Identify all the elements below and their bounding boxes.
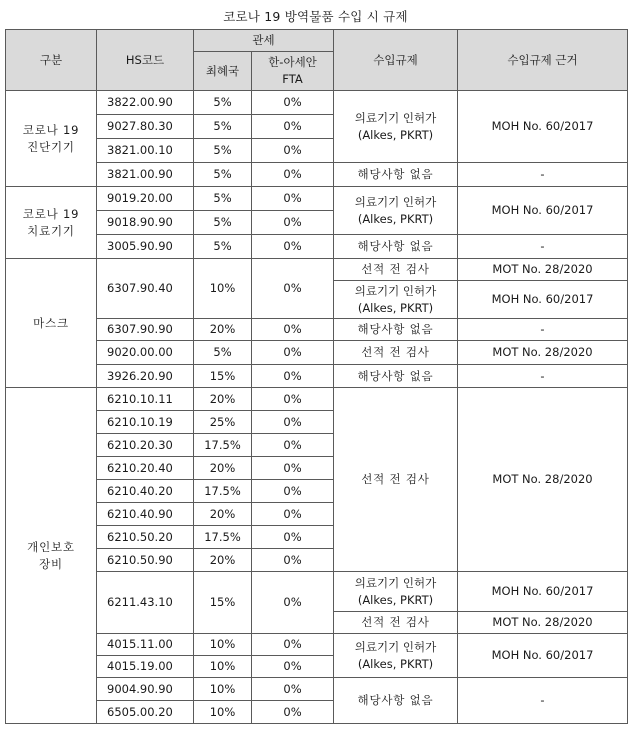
basis-cell: - xyxy=(458,319,628,341)
category-treatment xyxy=(6,187,97,259)
header-fta-line1: 한-아세안 xyxy=(268,55,317,69)
hs-code-cell: 6210.40.90 xyxy=(97,503,194,526)
hs-code-cell: 4015.11.00 xyxy=(97,634,194,656)
basis-cell: MOT No. 28/2020 xyxy=(458,388,628,572)
hs-code-cell: 6505.00.20 xyxy=(97,701,194,724)
regulation-line: (Alkes, PKRT) xyxy=(357,656,434,671)
regulation-cell xyxy=(334,281,458,319)
regulation-line: (Alkes, PKRT) xyxy=(357,211,434,226)
hs-code-cell: 9018.90.90 xyxy=(97,211,194,235)
hs-code-cell: 6210.20.40 xyxy=(97,457,194,480)
category-line: 코로나 19 xyxy=(22,122,80,137)
regulation-line: 의료기기 인허가 xyxy=(354,575,437,590)
regulation-cell: 해당사항 없음 xyxy=(334,365,458,388)
hs-code-cell: 6210.50.90 xyxy=(97,549,194,572)
regulation-line: (Alkes, PKRT) xyxy=(357,592,434,607)
mfn-cell: 25% xyxy=(194,411,252,434)
mfn-cell: 20% xyxy=(194,503,252,526)
fta-cell: 0% xyxy=(252,634,334,656)
category-ppe xyxy=(6,388,97,724)
regulation-cell: 선적 전 검사 xyxy=(334,388,458,572)
hs-code-cell: 9004.90.90 xyxy=(97,678,194,701)
hs-code-cell: 3821.00.10 xyxy=(97,139,194,163)
regulation-line: (Alkes, PKRT) xyxy=(357,300,434,315)
regulation-cell xyxy=(334,572,458,612)
header-fta xyxy=(252,52,334,91)
fta-cell: 0% xyxy=(252,656,334,678)
mfn-cell: 17.5% xyxy=(194,434,252,457)
regulation-cell: 해당사항 없음 xyxy=(334,235,458,259)
header-fta-line2: FTA xyxy=(282,72,303,86)
fta-cell: 0% xyxy=(252,235,334,259)
hs-code-cell: 9027.80.30 xyxy=(97,115,194,139)
hs-code-cell: 3926.20.90 xyxy=(97,365,194,388)
hs-code-cell: 6307.90.40 xyxy=(97,259,194,319)
mfn-cell: 20% xyxy=(194,319,252,341)
category-line: 코로나 19 xyxy=(22,206,80,221)
mfn-cell: 5% xyxy=(194,91,252,115)
mfn-cell: 10% xyxy=(194,701,252,724)
fta-cell: 0% xyxy=(252,163,334,187)
hs-code-cell: 3005.90.90 xyxy=(97,235,194,259)
regulation-line: 의료기기 인허가 xyxy=(354,110,437,125)
header-mfn: 최혜국 xyxy=(194,52,252,91)
category-line: 개인보호 xyxy=(27,539,75,554)
hs-code-cell: 6307.90.90 xyxy=(97,319,194,341)
regulation-cell: 해당사항 없음 xyxy=(334,678,458,724)
hs-code-cell: 4015.19.00 xyxy=(97,656,194,678)
hs-code-cell: 6211.43.10 xyxy=(97,572,194,634)
mfn-cell: 10% xyxy=(194,678,252,701)
basis-cell: MOH No. 60/2017 xyxy=(458,634,628,678)
fta-cell: 0% xyxy=(252,434,334,457)
regulation-cell: 선적 전 검사 xyxy=(334,341,458,365)
basis-cell: MOH No. 60/2017 xyxy=(458,281,628,319)
basis-cell: - xyxy=(458,235,628,259)
hs-code-cell: 3822.00.90 xyxy=(97,91,194,115)
hs-code-cell: 6210.40.20 xyxy=(97,480,194,503)
mfn-cell: 5% xyxy=(194,211,252,235)
fta-cell: 0% xyxy=(252,187,334,211)
basis-cell: MOT No. 28/2020 xyxy=(458,341,628,365)
header-category: 구분 xyxy=(6,30,97,91)
mfn-cell: 10% xyxy=(194,634,252,656)
mfn-cell: 17.5% xyxy=(194,480,252,503)
mfn-cell: 17.5% xyxy=(194,526,252,549)
hs-code-cell: 6210.50.20 xyxy=(97,526,194,549)
fta-cell: 0% xyxy=(252,526,334,549)
mfn-cell: 15% xyxy=(194,572,252,634)
basis-cell: - xyxy=(458,678,628,724)
mfn-cell: 5% xyxy=(194,115,252,139)
fta-cell: 0% xyxy=(252,701,334,724)
fta-cell: 0% xyxy=(252,115,334,139)
fta-cell: 0% xyxy=(252,480,334,503)
basis-cell: - xyxy=(458,163,628,187)
regulation-line: 의료기기 인허가 xyxy=(354,283,437,298)
header-basis: 수입규제 근거 xyxy=(458,30,628,91)
hs-code-cell: 6210.10.11 xyxy=(97,388,194,411)
fta-cell: 0% xyxy=(252,388,334,411)
regulation-cell: 해당사항 없음 xyxy=(334,163,458,187)
hs-code-cell: 6210.20.30 xyxy=(97,434,194,457)
basis-cell: MOT No. 28/2020 xyxy=(458,612,628,634)
regulation-cell xyxy=(334,91,458,163)
basis-cell: MOH No. 60/2017 xyxy=(458,91,628,163)
fta-cell: 0% xyxy=(252,411,334,434)
fta-cell: 0% xyxy=(252,678,334,701)
fta-cell: 0% xyxy=(252,572,334,634)
regulation-line: (Alkes, PKRT) xyxy=(357,127,434,142)
mfn-cell: 5% xyxy=(194,341,252,365)
header-regulation: 수입규제 xyxy=(334,30,458,91)
basis-cell: MOT No. 28/2020 xyxy=(458,259,628,281)
fta-cell: 0% xyxy=(252,259,334,319)
regulation-line: 의료기기 인허가 xyxy=(354,639,437,654)
regulation-cell: 해당사항 없음 xyxy=(334,319,458,341)
import-regulation-table xyxy=(5,29,628,724)
hs-code-cell: 9019.20.00 xyxy=(97,187,194,211)
mfn-cell: 5% xyxy=(194,163,252,187)
fta-cell: 0% xyxy=(252,549,334,572)
hs-code-cell: 3821.00.90 xyxy=(97,163,194,187)
fta-cell: 0% xyxy=(252,139,334,163)
category-line: 장비 xyxy=(39,556,63,571)
header-hs-code: HS코드 xyxy=(97,30,194,91)
basis-cell: - xyxy=(458,365,628,388)
regulation-cell: 선적 전 검사 xyxy=(334,612,458,634)
mfn-cell: 15% xyxy=(194,365,252,388)
fta-cell: 0% xyxy=(252,211,334,235)
document-title: 코로나 19 방역물품 수입 시 규제 xyxy=(223,9,408,24)
hs-code-cell: 9020.00.00 xyxy=(97,341,194,365)
category-line: 치료기기 xyxy=(27,223,75,238)
category-mask: 마스크 xyxy=(6,259,97,388)
regulation-cell xyxy=(334,634,458,678)
mfn-cell: 20% xyxy=(194,388,252,411)
mfn-cell: 20% xyxy=(194,457,252,480)
basis-cell: MOH No. 60/2017 xyxy=(458,187,628,235)
hs-code-cell: 6210.10.19 xyxy=(97,411,194,434)
category-line: 진단기기 xyxy=(27,139,75,154)
mfn-cell: 10% xyxy=(194,259,252,319)
category-diagnostic xyxy=(6,91,97,187)
fta-cell: 0% xyxy=(252,503,334,526)
mfn-cell: 10% xyxy=(194,656,252,678)
regulation-cell: 선적 전 검사 xyxy=(334,259,458,281)
fta-cell: 0% xyxy=(252,365,334,388)
regulation-line: 의료기기 인허가 xyxy=(354,194,437,209)
mfn-cell: 5% xyxy=(194,235,252,259)
fta-cell: 0% xyxy=(252,341,334,365)
mfn-cell: 5% xyxy=(194,139,252,163)
mfn-cell: 20% xyxy=(194,549,252,572)
regulation-cell xyxy=(334,187,458,235)
fta-cell: 0% xyxy=(252,91,334,115)
header-tariff: 관세 xyxy=(194,30,334,52)
fta-cell: 0% xyxy=(252,457,334,480)
basis-cell: MOH No. 60/2017 xyxy=(458,572,628,612)
mfn-cell: 5% xyxy=(194,187,252,211)
fta-cell: 0% xyxy=(252,319,334,341)
